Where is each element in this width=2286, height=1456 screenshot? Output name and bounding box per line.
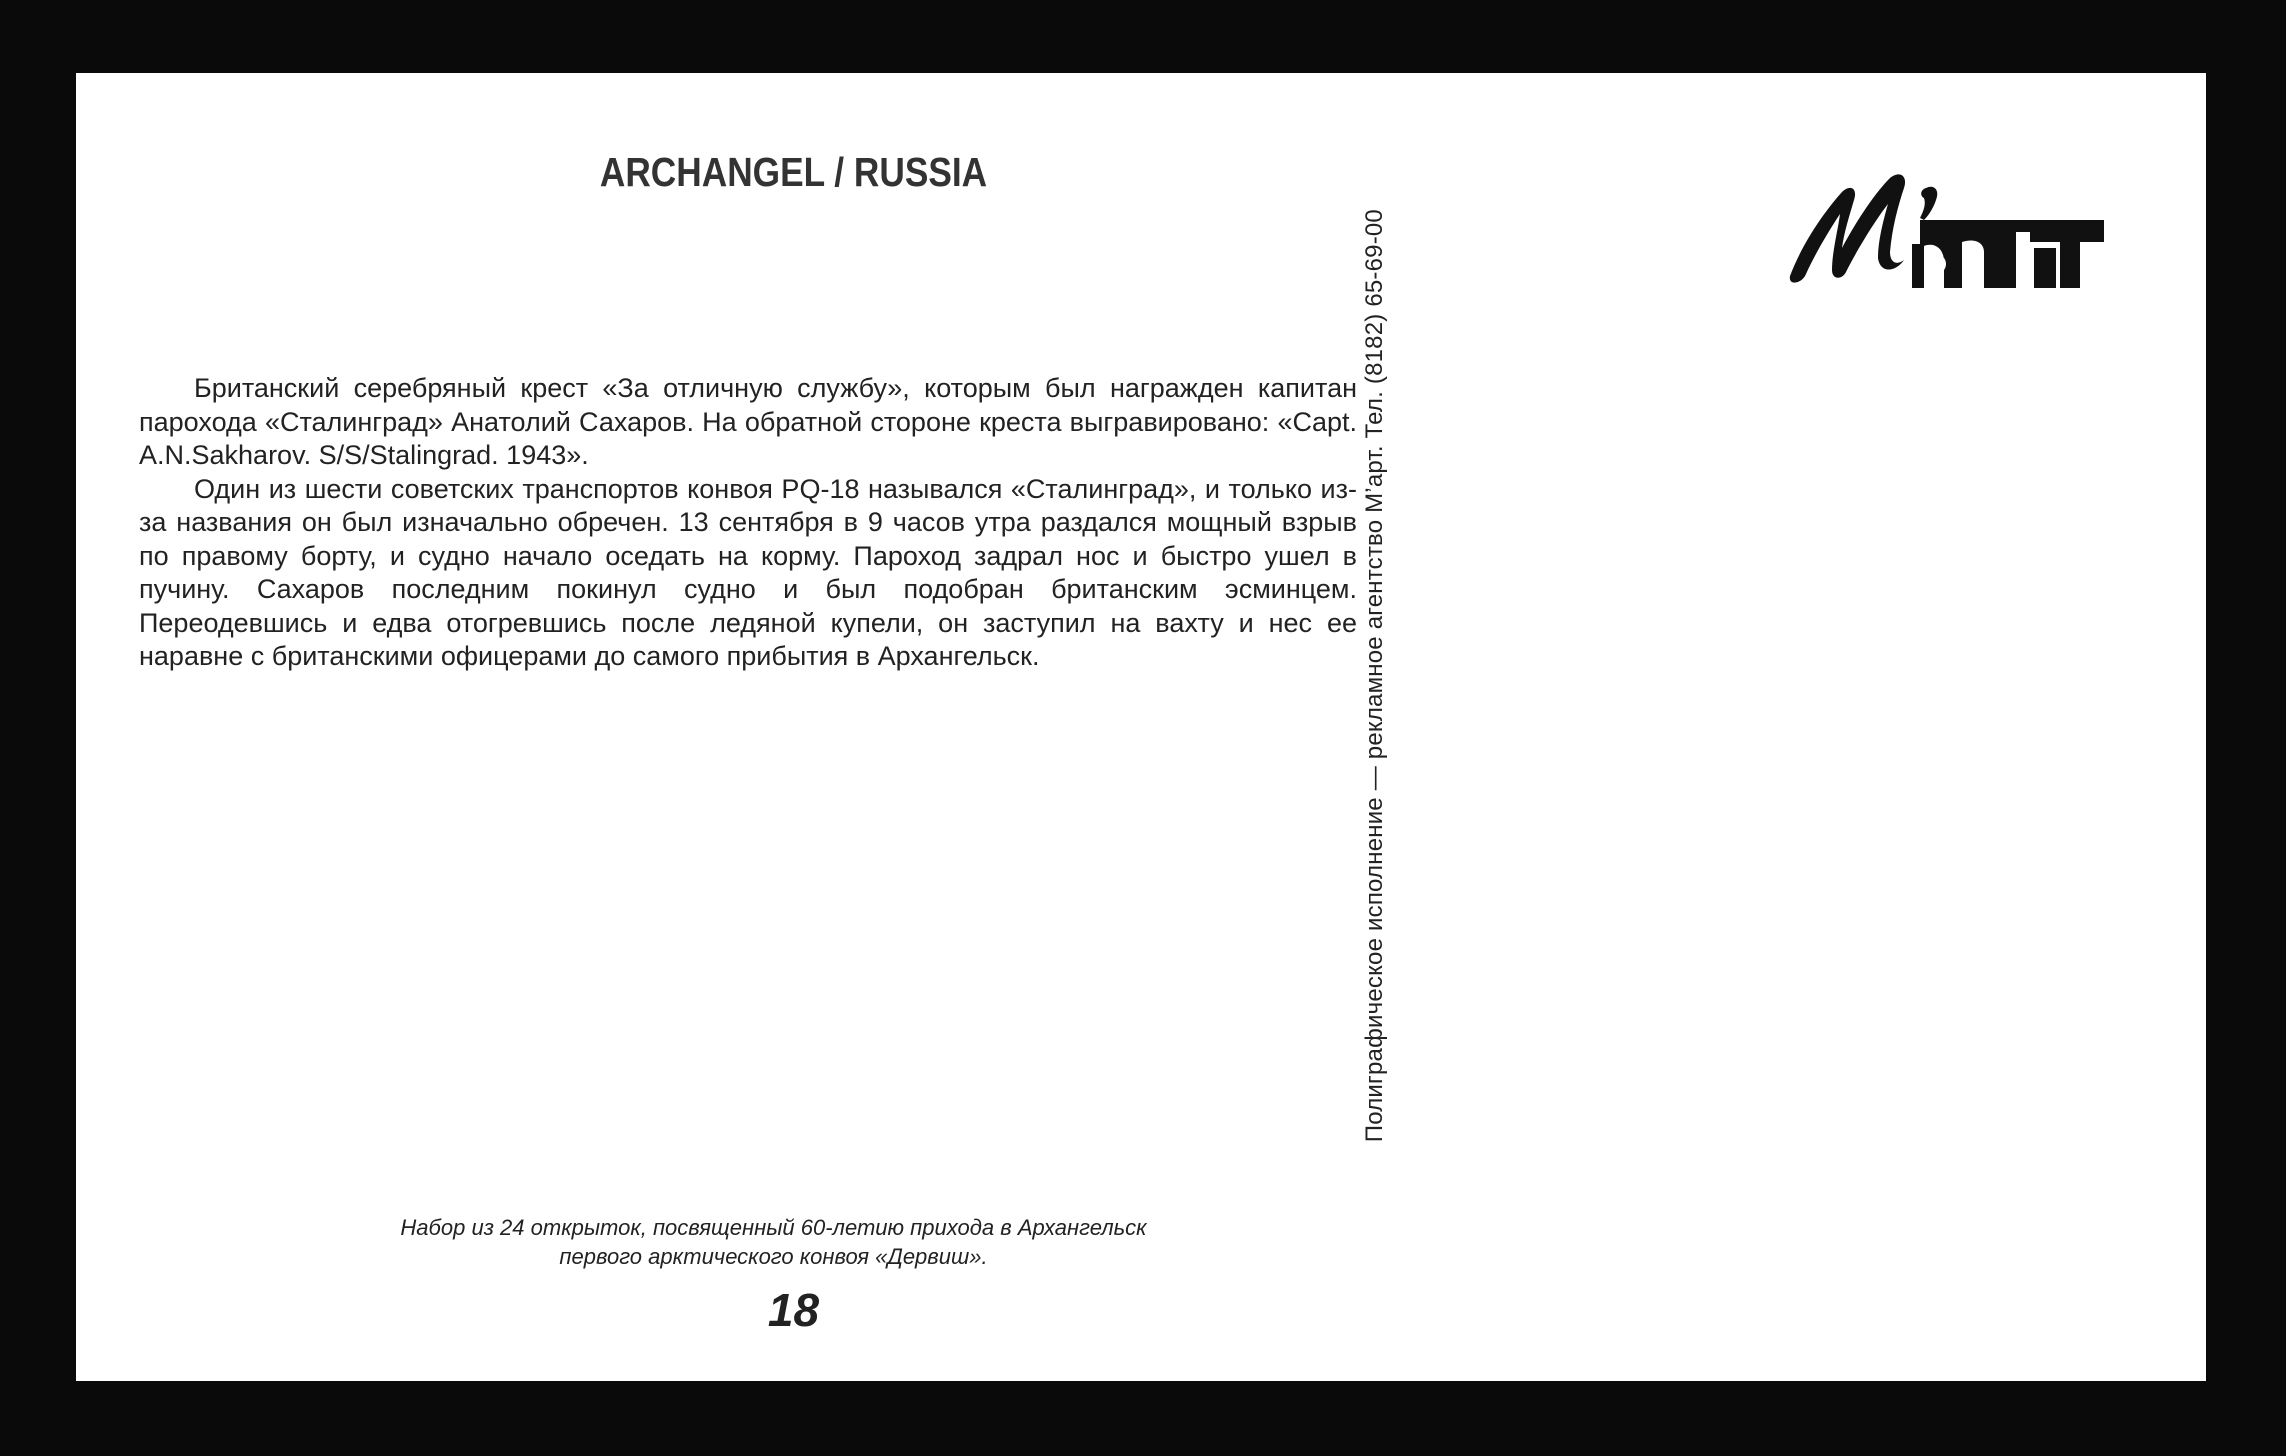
paragraph-2: Один из шести советских транспортов конвоя PQ-18 назывался «Сталинград», и только из-за названия он был изначально обречен. 13 сентября в 9 часов утра раздался мощный взрыв по правому борту, и судно начало оседать на корму. Пароход задрал нос и быстро ушел в пучину. Сахаров последним покинул судно и был подобран британским эсминцем. Переодевшись и едва отогревшись после ледяной купели, он заступил на вахту и нес ее наравне с британскими офицерами до самого прибытия в Архангельск. (139, 473, 1357, 671)
series-caption (306, 1213, 1241, 1271)
description-text (139, 372, 1357, 674)
postcard-number: 18 (767, 1284, 820, 1336)
postcard-back (76, 73, 2206, 1381)
printer-credit-column (1359, 209, 1391, 1381)
caption-line-1: Набор из 24 открыток, посвященный 60-летию прихода в Архангельск (400, 1215, 1147, 1240)
printer-credit: Полиграфическое исполнение — рекламное агентство М’арт. Тел. (8182) 65-69-00 (1361, 209, 1388, 1143)
caption-line-2: первого арктического конвоя «Дервиш». (559, 1244, 988, 1269)
m-art-logo-icon (1784, 148, 2104, 288)
m-art-logo (1784, 148, 2104, 288)
paragraph-1: Британский серебряный крест «За отличную службу», которым был награжден капитан парохода «Сталинград» Анатолий Сахаров. На обратной стороне креста выгравировано: «Capt. A.N.Sakharov. S/S/Stalingrad. 1943». (139, 373, 1357, 470)
postcard-title: ARCHANGEL / RUSSIA (599, 149, 988, 195)
